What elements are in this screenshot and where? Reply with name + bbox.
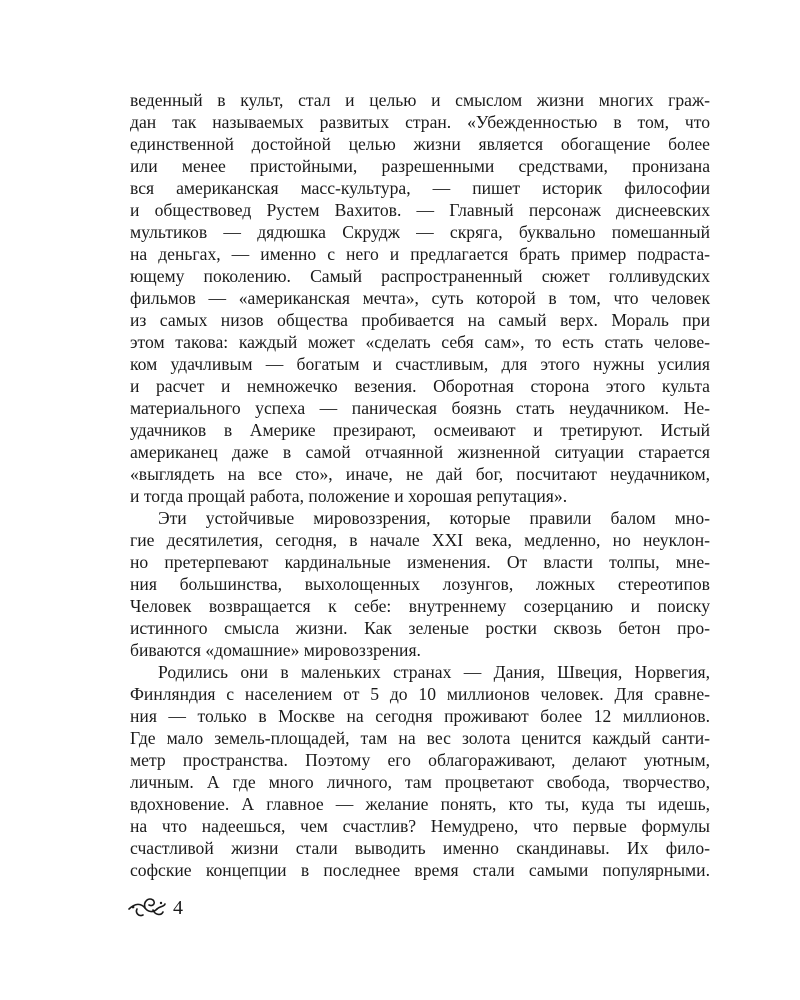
text-line: на деньгах, — именно с него и предлагается брать пример подраста- <box>130 244 710 264</box>
text-line: Где мало земель-площадей, там на вес золота ценится каждый санти- <box>130 728 710 748</box>
text-line: американец даже в самой отчаянной жизненной ситуации старается <box>130 442 710 462</box>
text-line: Родились они в маленьких странах — Дания, Швеция, Норвегия, <box>158 662 710 682</box>
text-line: ющему поколению. Самый распространенный сюжет голливудских <box>130 266 710 286</box>
text-line: удачников в Америке презирают, осмеивают и третируют. Истый <box>130 420 710 440</box>
text-line: единственной достойной целью жизни является обогащение более <box>130 134 710 154</box>
text-line: фильмов — «американская мечта», суть которой в том, что человек <box>130 288 710 308</box>
text-line: этом такова: каждый может «сделать себя сам», то есть стать челове- <box>130 332 710 352</box>
text-line: метр пространства. Поэтому его облагораживают, делают уютным, <box>130 750 710 770</box>
page-body <box>130 89 710 881</box>
text-line: мультиков — дядюшка Скрудж — скряга, буквально помешанный <box>130 222 710 242</box>
page-footer <box>127 894 183 922</box>
text-line: софские концепции в последнее время стали самыми популярными. <box>130 860 710 880</box>
text-line: гие десятилетия, сегодня, в начале XXI века, медленно, но неуклон- <box>130 530 710 550</box>
text-line: но претерпевают кардинальные изменения. От власти толпы, мне- <box>130 552 710 572</box>
text-line: и обществовед Рустем Вахитов. — Главный персонаж диснеевских <box>130 200 710 220</box>
text-line: истинного смысла жизни. Как зеленые ростки сквозь бетон про- <box>130 618 710 638</box>
text-line: счастливой жизни стали выводить именно скандинавы. Их фило- <box>130 838 710 858</box>
text-line: дан так называемых развитых стран. «Убежденностью в том, что <box>130 112 710 132</box>
text-line: Эти устойчивые мировоззрения, которые правили балом мно- <box>158 508 710 528</box>
text-line: вдохновение. А главное — желание понять, кто ты, куда ты идешь, <box>130 794 710 814</box>
text-line: из самых низов общества пробивается на самый верх. Мораль при <box>130 310 710 330</box>
page-number: 4 <box>173 897 183 919</box>
text-line: Человек возвращается к себе: внутреннему созерцанию и поиску <box>130 596 710 616</box>
text-line: на что надеешься, чем счастлив? Немудрено, что первые формулы <box>130 816 710 836</box>
paragraph-3 <box>130 661 710 881</box>
text-line: вся американская масс-культура, — пишет историк философии <box>130 178 710 198</box>
text-line: биваются «домашние» мировоззрения. <box>130 640 421 660</box>
text-line: личным. А где много личного, там процветают свобода, творчество, <box>130 772 710 792</box>
text-line: и расчет и немножечко везения. Оборотная сторона этого культа <box>130 376 710 396</box>
text-line: ком удачливым — богатым и счастливым, для этого нужны усилия <box>130 354 710 374</box>
paragraph-2 <box>130 507 710 661</box>
text-line: «выглядеть на все сто», иначе, не дай бог, посчитают неудачником, <box>130 464 710 484</box>
text-line: ния — только в Москве на сегодня проживают более 12 миллионов. <box>130 706 710 726</box>
text-line: веденный в культ, стал и целью и смыслом жизни многих граж- <box>130 90 710 110</box>
text-line: или менее пристойными, разрешенными средствами, пронизана <box>130 156 710 176</box>
paragraph-1 <box>130 89 710 507</box>
floral-ornament-icon <box>127 895 167 921</box>
text-line: ния большинства, выхолощенных лозунгов, ложных стереотипов <box>130 574 710 594</box>
text-line: Финляндия с населением от 5 до 10 миллионов человек. Для сравне- <box>130 684 710 704</box>
text-line: и тогда прощай работа, положение и хорошая репутация». <box>130 486 568 506</box>
text-line: материального успеха — паническая боязнь стать неудачником. Не- <box>130 398 710 418</box>
